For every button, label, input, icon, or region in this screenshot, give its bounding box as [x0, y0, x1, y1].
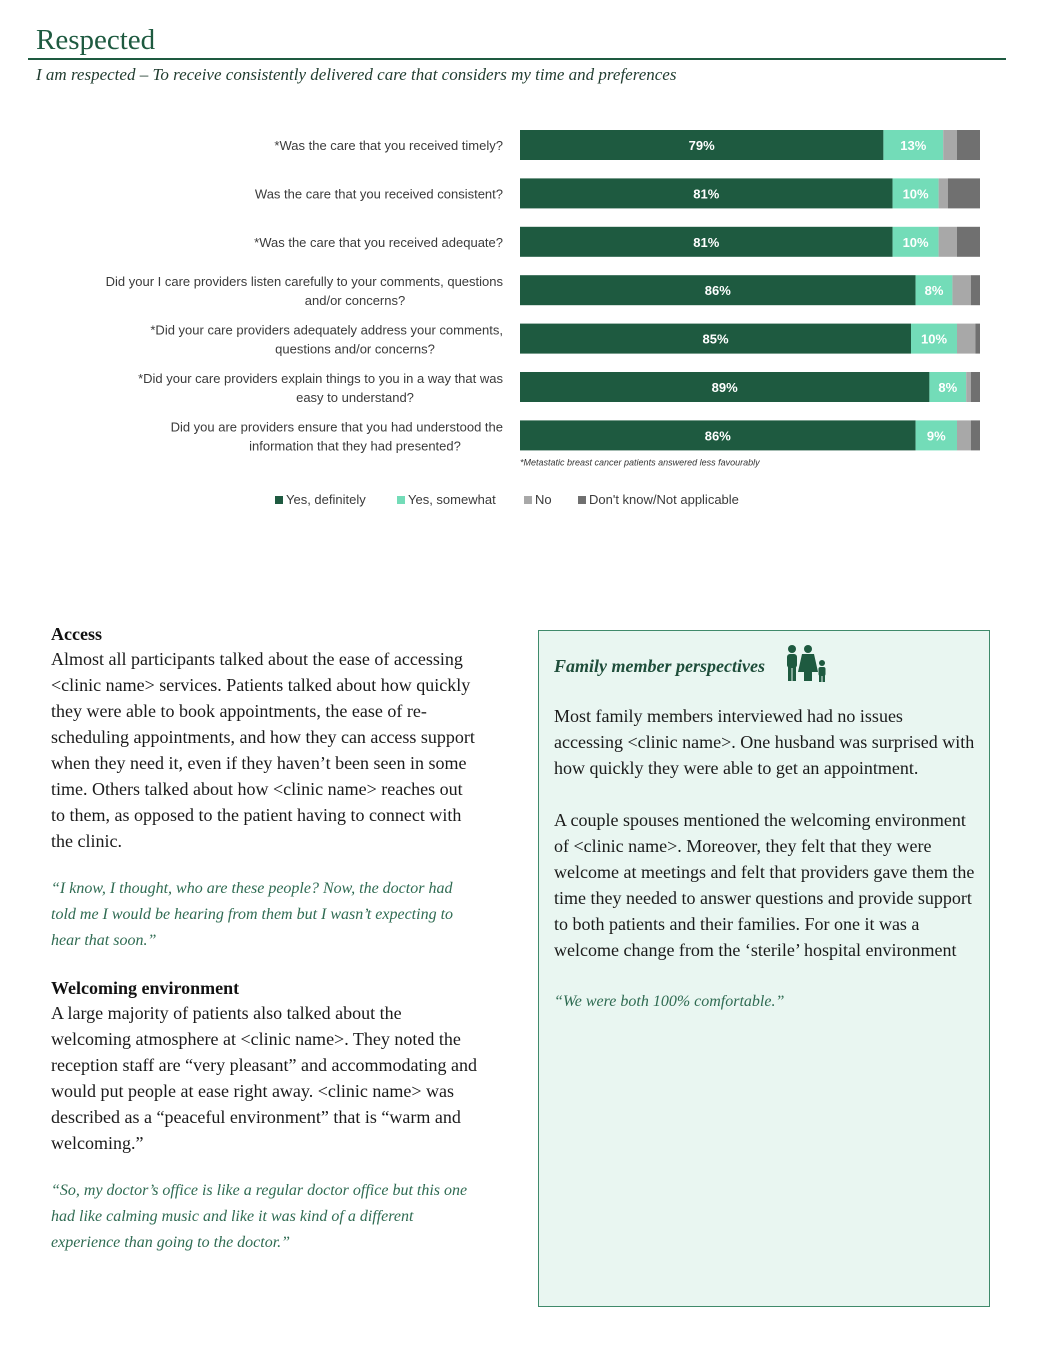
- legend-swatch: [578, 496, 586, 504]
- bar-segment: [971, 275, 980, 305]
- family-icon: [783, 643, 829, 690]
- bar-value-label: 9%: [926, 428, 946, 444]
- family-para-2: A couple spouses mentioned the welcoming environment of <clinic name>. Moreover, they felt that they were welcome at meetings and felt that providers gave them the time they needed to answer questions and provide support to both patients and their families. For one it was a welcome change from the ‘sterile’ hospital environment: [554, 810, 975, 960]
- bar-value-label: 13%: [900, 138, 927, 153]
- findings-column: [51, 622, 481, 1256]
- family-perspectives-box: [538, 630, 990, 1307]
- chart-footnote: *Metastatic breast cancer patients answered less favourably: [520, 457, 760, 468]
- bar-segment: [957, 324, 975, 354]
- stacked-bar-chart: [0, 118, 1040, 518]
- bar-value-label: 81%: [693, 186, 720, 202]
- question-label: Did your I care providers listen carefully to your comments, questions: [105, 274, 503, 290]
- bar-segment: [966, 372, 971, 402]
- bar-segment: [943, 130, 957, 160]
- bar-value-label: 8%: [924, 283, 944, 299]
- bar-segment: [971, 420, 980, 450]
- bar-value-label: 81%: [693, 234, 720, 250]
- bar-value-label: 10%: [920, 331, 948, 347]
- bar-segment: [957, 420, 971, 450]
- legend-swatch: [275, 496, 283, 504]
- legend-label: Yes, definitely: [286, 492, 366, 507]
- bar-value-label: 86%: [704, 283, 731, 299]
- question-label: *Was the care that you received adequate?: [254, 234, 503, 250]
- bar-value-label: 89%: [711, 380, 738, 395]
- welcoming-heading: Welcoming environment: [51, 978, 240, 998]
- welcoming-body: A large majority of patients also talked about the welcoming atmosphere at <clinic name>. They noted the reception staff are “very pleasant” and accommodating and would put people at ease right away. <clinic name> was described as a “peaceful environment” that is “warm and welcoming.”: [51, 1003, 477, 1153]
- family-header: [554, 643, 975, 689]
- bar-value-label: 79%: [688, 138, 715, 153]
- bar-segment: [952, 275, 970, 305]
- question-label: *Was the care that you received timely?: [274, 138, 503, 153]
- question-label: and/or concerns?: [304, 293, 406, 309]
- bar-segment: [957, 130, 980, 160]
- title-divider: [28, 58, 1006, 60]
- legend-label: No: [535, 492, 552, 507]
- welcoming-quote: “So, my doctor’s office is like a regular doctor office but this one had like calming music and like it was kind of a different experience than going to the doctor.”: [51, 1182, 468, 1251]
- family-quote: “We were both 100% comfortable.”: [554, 993, 785, 1010]
- question-label: *Did your care providers explain things to you in a way that was: [138, 371, 503, 386]
- family-para-1: Most family members interviewed had no issues accessing <clinic name>. One husband was surprised with how quickly they were able to get an appointment.: [554, 706, 975, 778]
- question-label: Did you are providers ensure that you had understood the: [170, 419, 503, 435]
- bar-value-label: 85%: [702, 331, 729, 347]
- question-label: *Did your care providers adequately address your comments,: [150, 322, 503, 338]
- bar-segment: [939, 178, 948, 208]
- bar-value-label: 86%: [704, 428, 731, 444]
- bar-value-label: 8%: [938, 380, 958, 395]
- question-label: easy to understand?: [296, 390, 414, 405]
- legend-label: Don't know/Not applicable: [589, 492, 739, 507]
- bar-segment: [957, 227, 980, 257]
- access-body: Almost all participants talked about the ease of accessing <clinic name> services. Patients talked about how quickly they were able to book appointments, the ease of re-scheduling appointments, and how they can access support when they need it, even if they haven’t been seen in some time. Others talked about how <clinic name> reaches out to them, as opposed to the patient having to connect with the clinic.: [51, 649, 475, 851]
- page-subtitle: I am respected – To receive consistently delivered care that considers my time and preferences: [36, 65, 677, 84]
- bar-segment: [975, 324, 980, 354]
- question-label: information that they had presented?: [249, 438, 461, 454]
- access-heading: Access: [51, 624, 102, 644]
- bar-value-label: 10%: [902, 234, 929, 250]
- bar-segment: [948, 178, 980, 208]
- family-title: Family member perspectives: [554, 655, 765, 676]
- legend-swatch: [397, 496, 405, 504]
- legend-swatch: [524, 496, 532, 504]
- legend-label: Yes, somewhat: [408, 492, 496, 507]
- bar-value-label: 10%: [902, 186, 929, 202]
- page-title: Respected: [36, 24, 156, 56]
- bar-segment: [939, 227, 957, 257]
- access-quote: “I know, I thought, who are these people? Now, the doctor had told me I would be hearing from them but I wasn’t expecting to hear that soon.”: [51, 880, 454, 949]
- question-label: questions and/or concerns?: [275, 341, 435, 357]
- question-label: Was the care that you received consistent?: [254, 186, 503, 202]
- bar-segment: [971, 372, 980, 402]
